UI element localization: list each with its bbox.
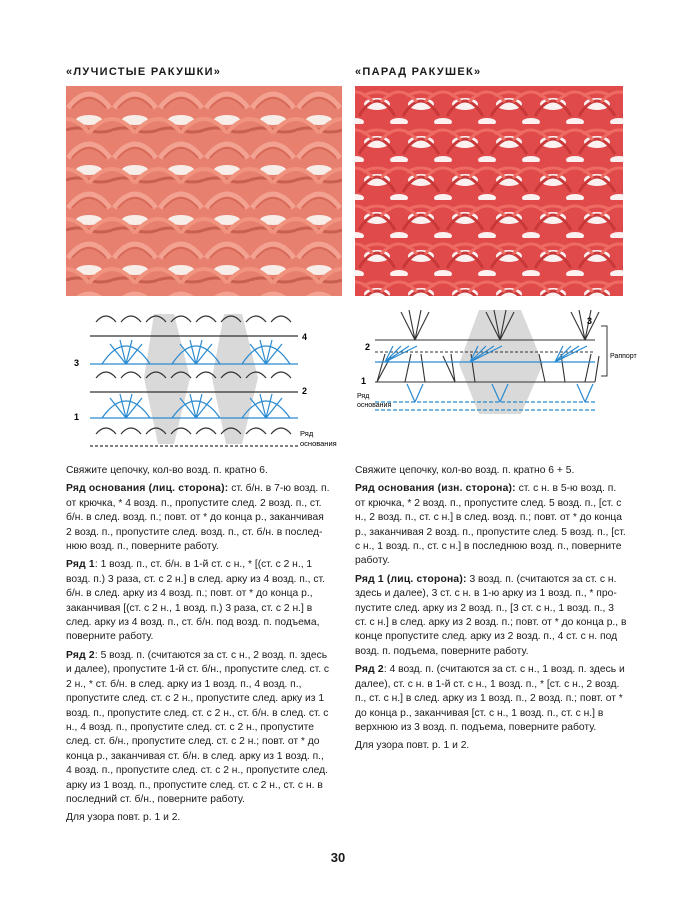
right-pattern-title: «ПАРАД РАКУШЕК» [355, 66, 482, 78]
left-row2-label: 2 [302, 386, 308, 396]
left-base-label-2: основания [300, 439, 337, 448]
right-row1-label: 1 [361, 376, 367, 386]
page-number: 30 [330, 850, 346, 865]
left-base-label-1: Ряд [300, 429, 314, 438]
left-paragraph: Ряд 1: 1 возд. п., ст. б/н. в 1-й ст. с н., * [(ст. с 2 н., 1 возд. п.) 3 раза, ст. с 2 н.] в след. арку из 4 возд. п., ст. б/н. в след. арку из 4 возд. п.; повт. от * до конца р., заканчивая [(ст. с 2 н., 1 возд. п.) 3 раза, ст. с 2 н.] в след. арку из 4 возд. п., ст. б/н. под возд. п. подъема, поверните работу. [66, 559, 325, 643]
right-instructions [355, 464, 627, 758]
right-base-label-2: основания [357, 402, 392, 409]
left-paragraph: Для узора повт. р. 1 и 2. [66, 812, 181, 824]
left-crochet-chart [66, 306, 342, 454]
right-paragraph: Для узора повт. р. 1 и 2. [355, 740, 470, 752]
right-crochet-chart [355, 306, 645, 422]
right-paragraph: Ряд основания (изн. сторона): ст. с н. в 5-ю возд. п. от крючка, * 2 возд. п., пропустите след. 5 возд. п., [ст. с н., 2 возд. п., ст. с н.] в след. возд. п.; повт. от * до конца р., заканчивая 2 возд. п., пропустите след. 5 возд. п., [ст. с н., 1 возд. п., ст. с н.] в последнюю возд. п., поверните работу. [355, 483, 626, 567]
left-instructions [66, 464, 332, 830]
right-paragraph: Ряд 1 (лиц. сторона): 3 возд. п. (считаются за ст. с н. здесь и далее), 3 ст. с н. в 1-ю арку из 1 возд. п., * пропустите след. арку из 2 возд. п., [3 ст. с н., 1 возд. п., 3 ст. с н.] в след. арку из 2 возд. п.; повт. от * до конца р., в конце пропустите след. арку из 2 возд. п., 4 ст. с н. под возд. п. подъема, поверните работу. [355, 573, 627, 657]
left-paragraph: Ряд основания (лиц. сторона): ст. б/н. в 7-ю возд. п. от крючка, * 4 возд. п., пропустите след. 2 возд. п., ст. б/н. в след. возд. п.; повт. от * до конца р., заканчивая 2 возд. п., пропустите след. возд. п., ст. б/н. в последнюю возд. п., поверните работу. [66, 483, 330, 553]
left-paragraph: Ряд 2: 5 возд. п. (считаются за ст. с н., 2 возд. п. здесь и далее), пропустите 1-й ст. б/н., пропустите след. ст. с 2 н., * ст. б/н. в след. арку из 1 возд. п., 4 возд. п., пропустите след. ст. с 2 н., пропустите след. арку из 1 возд. п., пропустите след. ст. с 2 н., ст. б/н. в след. ст. с н., 4 возд. п., пропустите след. ст. с 2 н., пропустите след. ст. б/н., пропустите след. ст. с 2 н.; повт. от * до конца р., заканчивая ст. б/н. в след. арку из 1 возд. п., 4 возд. п., пропустите след. ст. с 2 н., пропустите след. арку из 1 возд. п., пропустите след. ст. с 2 н., ст. с н. в последний ст. б/н., поверните работу. [66, 649, 330, 805]
left-row3-label: 3 [74, 358, 80, 368]
right-row3-label: 3 [587, 316, 593, 326]
right-repeat-label: Раппорт [610, 353, 637, 360]
right-paragraph: Свяжите цепочку, кол-во возд. п. кратно 6 + 5. [355, 465, 575, 476]
left-row1-label: 1 [74, 412, 80, 422]
left-paragraph: Свяжите цепочку, кол-во возд. п. кратно 6. [66, 465, 268, 476]
left-swatch-photo [66, 86, 342, 296]
left-pattern-title: «ЛУЧИСТЫЕ РАКУШКИ» [66, 66, 222, 78]
right-row2-label: 2 [365, 342, 371, 352]
left-row4-label: 4 [302, 332, 308, 342]
right-swatch-photo [355, 86, 623, 296]
right-paragraph: Ряд 2: 4 возд. п. (считаются за ст. с н., 1 возд. п. здесь и далее), ст. с н. в 1-й ст. с н., 1 возд. п., * [ст. с н., 2 возд. п., ст. с н.] в след. арку из 1 возд. п., 2 возд. п.; повт. от * до конца р., заканчивая [ст. с н., 1 возд. п., ст. с н.] в верхнюю из 3 возд. п. подъема, поверните работу. [355, 664, 625, 733]
right-base-label-1: Ряд [357, 393, 370, 400]
